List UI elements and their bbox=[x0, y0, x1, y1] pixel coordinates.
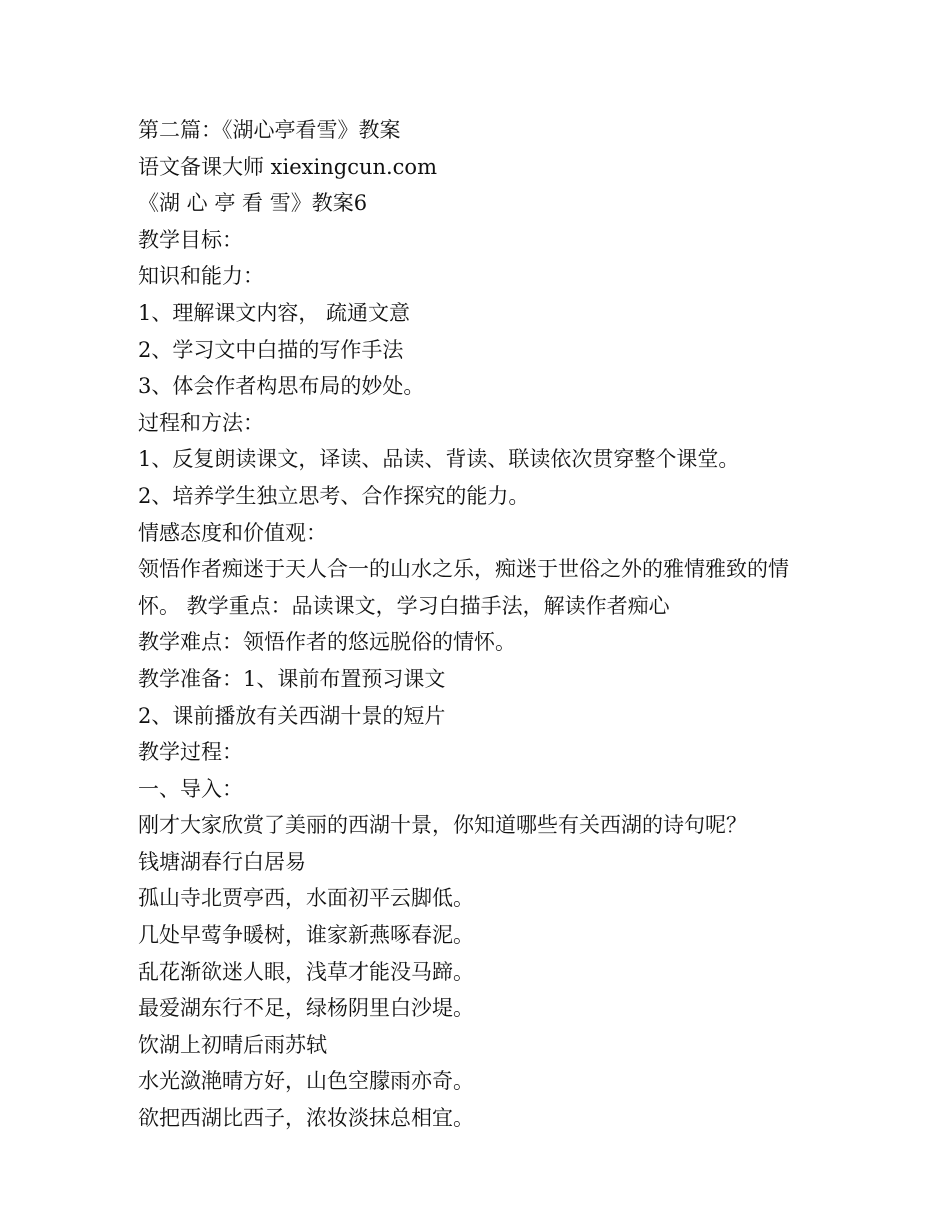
source-line: 语文备课大师 xiexingcun.com bbox=[138, 154, 437, 179]
poem-line: 欲把西湖比西子，浓妆淡抹总相宜。 bbox=[138, 1106, 474, 1131]
subheading-intro: 一、导入： bbox=[138, 776, 243, 801]
text-line: 1、理解课文内容， 疏通文意 bbox=[138, 300, 411, 325]
poem-line: 几处早莺争暖树，谁家新燕啄春泥。 bbox=[138, 923, 474, 948]
poem-line: 水光潋滟晴方好，山色空朦雨亦奇。 bbox=[138, 1069, 474, 1094]
lesson-title: 《湖 心 亭 看 雪》教案6 bbox=[138, 191, 368, 216]
poem-line: 乱花渐欲迷人眼，浅草才能没马蹄。 bbox=[138, 959, 474, 984]
poem-line: 孤山寺北贾亭西，水面初平云脚低。 bbox=[138, 886, 474, 911]
text-line: 2、培养学生独立思考、合作探究的能力。 bbox=[138, 483, 530, 508]
document-title: 第二篇：《湖心亭看雪》教案 bbox=[138, 118, 401, 142]
text-line: 怀。 教学重点：品读课文，学习白描手法，解读作者痴心 bbox=[138, 593, 670, 618]
text-line: 3、体会作者构思布局的妙处。 bbox=[138, 374, 425, 399]
text-line: 1、反复朗读课文，译读、品读、背读、联读依次贯穿整个课堂。 bbox=[138, 447, 740, 472]
poem-title: 饮湖上初晴后雨苏轼 bbox=[138, 1032, 327, 1057]
text-line: 2、课前播放有关西湖十景的短片 bbox=[138, 703, 446, 728]
text-line: 2、学习文中白描的写作手法 bbox=[138, 337, 404, 362]
text-line: 教学准备：1、课前布置预习课文 bbox=[138, 666, 446, 691]
subheading-process: 过程和方法： bbox=[138, 410, 264, 435]
subheading-knowledge: 知识和能力： bbox=[138, 264, 264, 289]
section-heading-process: 教学过程： bbox=[138, 740, 243, 765]
subheading-values: 情感态度和价值观： bbox=[138, 520, 327, 545]
text-line: 领悟作者痴迷于天人合一的山水之乐，痴迷于世俗之外的雅情雅致的情 bbox=[138, 557, 789, 582]
document-body bbox=[138, 112, 828, 1137]
poem-line: 最爱湖东行不足，绿杨阴里白沙堤。 bbox=[138, 996, 474, 1021]
text-line: 刚才大家欣赏了美丽的西湖十景，你知道哪些有关西湖的诗句呢？ bbox=[138, 813, 747, 838]
text-line: 教学难点：领悟作者的悠远脱俗的情怀。 bbox=[138, 630, 516, 655]
poem-title: 钱塘湖春行白居易 bbox=[138, 849, 306, 874]
section-heading-objectives: 教学目标： bbox=[138, 227, 243, 252]
